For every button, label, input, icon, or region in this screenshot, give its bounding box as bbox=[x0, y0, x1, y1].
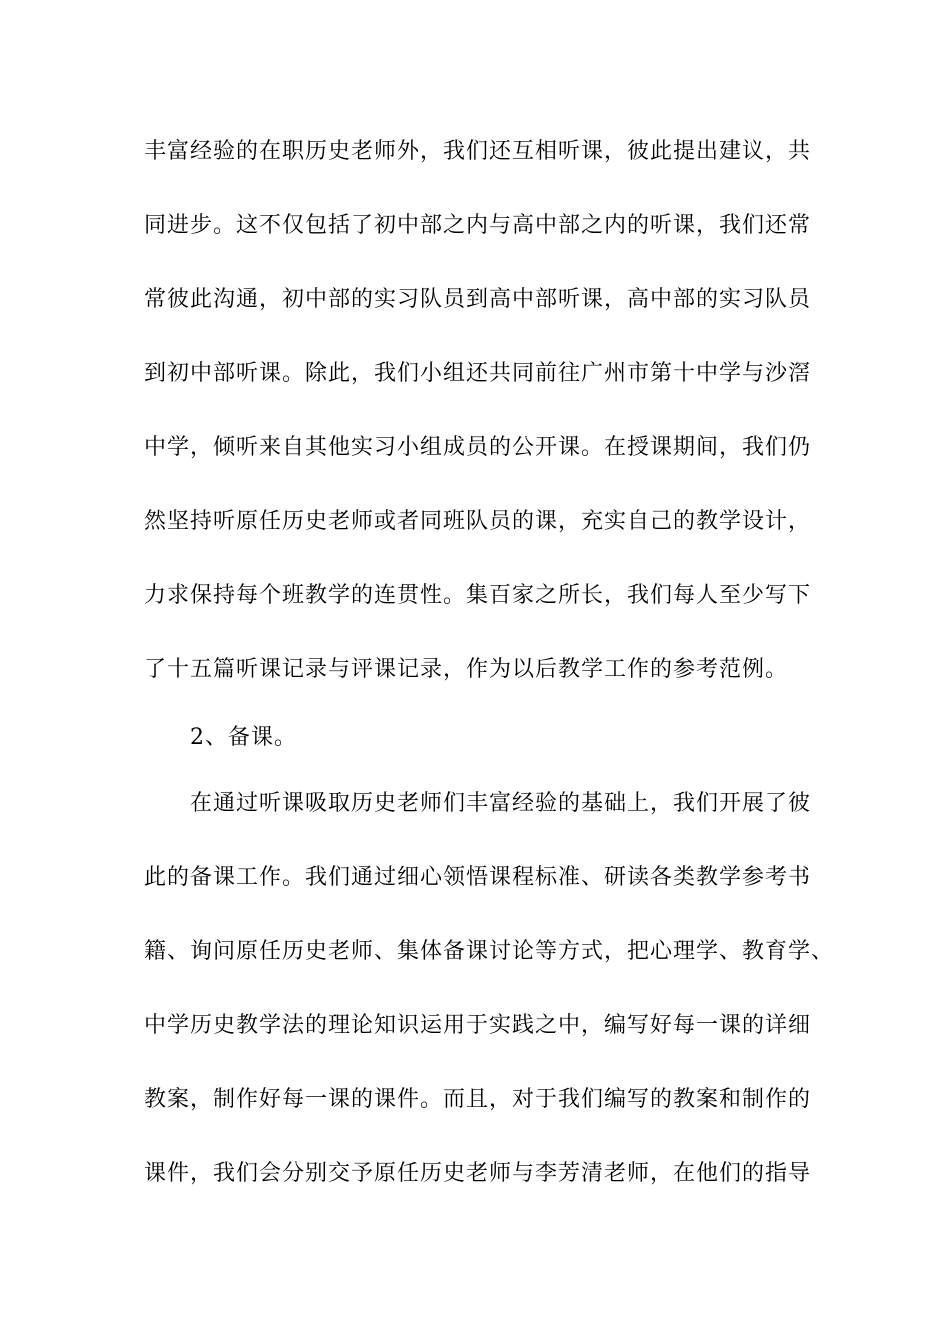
text-line: 常彼此沟通，初中部的实习队员到高中部听课，高中部的实习队员 bbox=[144, 287, 812, 312]
text-line: 此的备课工作。我们通过细心领悟课程标准、研读各类教学参考书 bbox=[144, 865, 812, 890]
paragraph-first-line: 在通过听课吸取历史老师们丰富经验的基础上，我们开展了彼 bbox=[190, 791, 812, 816]
section-heading: 2、备课。 bbox=[190, 725, 297, 750]
text-line: 课件，我们会分别交予原任历史老师与李芳清老师，在他们的指导 bbox=[144, 1161, 812, 1186]
text-line: 丰富经验的在职历史老师外，我们还互相听课，彼此提出建议，共 bbox=[144, 139, 812, 164]
text-line: 到初中部听课。除此，我们小组还共同前往广州市第十中学与沙滘 bbox=[144, 361, 812, 386]
text-line: 力求保持每个班教学的连贯性。集百家之所长，我们每人至少写下 bbox=[144, 583, 812, 608]
text-line: 了十五篇听课记录与评课记录，作为以后教学工作的参考范例。 bbox=[144, 657, 789, 682]
text-line: 然坚持听原任历史老师或者同班队员的课，充实自己的教学设计， bbox=[144, 509, 812, 534]
text-line: 中学历史教学法的理论知识运用于实践之中，编写好每一课的详细 bbox=[144, 1013, 812, 1038]
text-line: 同进步。这不仅包括了初中部之内与高中部之内的听课，我们还常 bbox=[144, 213, 812, 238]
text-line: 籍、询问原任历史老师、集体备课讨论等方式，把心理学、教育学、 bbox=[144, 939, 835, 964]
text-line: 中学，倾听来自其他实习小组成员的公开课。在授课期间，我们仍 bbox=[144, 435, 812, 460]
text-line: 教案，制作好每一课的课件。而且，对于我们编写的教案和制作的 bbox=[144, 1087, 812, 1112]
